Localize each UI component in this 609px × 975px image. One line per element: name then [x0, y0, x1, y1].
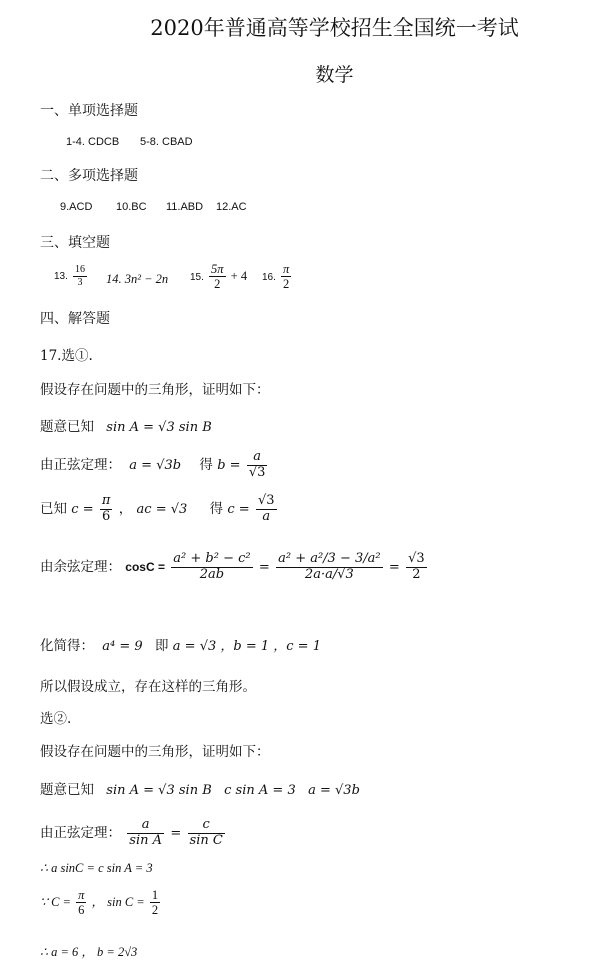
answer-fill-13: 13. $\frac{16}{3}$: [54, 264, 86, 288]
answer-single-1-4: 1-4. CDCB: [66, 136, 120, 148]
q17-cosine-law: 由余弦定理： cosC = $\frac{\text{a² + b² − c²}}{2ab}$ = $\frac{\text{a² + a²/3 − 3/a²}}{2a\cdot a/√3}$ = $\frac{√3}{2}$: [40, 551, 425, 582]
answer-fill-15: 15. $\frac{5\pi}{2}$ + 4: [190, 262, 248, 292]
answer-multi-9: 9.ACD: [60, 201, 93, 213]
answer-multi-10: 10.BC: [116, 201, 147, 213]
page-title: 2020年普通高等学校招生全国统一考试: [150, 16, 519, 40]
q17-assume-1: 假设存在问题中的三角形，证明如下：: [40, 382, 270, 398]
q17-therefore-2: ∴ a = 6 ， b = 2√3: [40, 945, 138, 959]
q17-therefore-1: ∴ a sinC = c sin A = 3: [40, 861, 153, 875]
section-heading-multi-choice: 二、多项选择题: [40, 168, 138, 184]
q17-known-3: 题意已知 sin A = √3 sin B c sin A = 3 a = √3b: [40, 782, 360, 798]
answer-single-5-8: 5-8. CBAD: [140, 136, 193, 148]
q17-because: ∵ C = $\frac{\pi}{6}$ ， sin C = $\frac{1}{2}$: [40, 888, 159, 918]
q17-option-1: 17.选①.: [40, 348, 93, 364]
answer-multi-12: 12.AC: [216, 201, 247, 213]
answer-fill-16: 16. $\frac{\pi}{2}$: [262, 262, 290, 292]
q17-conclusion: 所以假设成立，存在这样的三角形。: [40, 679, 256, 695]
section-heading-solutions: 四、解答题: [40, 311, 110, 327]
section-heading-single-choice: 一、单项选择题: [40, 103, 138, 119]
page-subtitle: 数学: [315, 64, 354, 86]
q17-known-2: 已知 c = $\frac{\pi}{6}$ ， ac = √3 得 c = $\frac{√3}{a}$: [40, 493, 275, 524]
q17-sine-law-2: 由正弦定理： $\frac{a}{\text{sin A}}$ = $\frac{c}{\text{sin C}}$: [40, 817, 223, 848]
answer-multi-11: 11.ABD: [166, 201, 204, 213]
q17-option-2: 选②.: [40, 711, 72, 727]
section-heading-fill-blank: 三、填空题: [40, 235, 110, 251]
answer-fill-14: 14. 3n² − 2n: [106, 272, 169, 286]
q17-assume-2: 假设存在问题中的三角形，证明如下：: [40, 744, 270, 760]
q17-simplify: 化简得： a⁴ = 9 即 a = √3 ，b = 1 ，c = 1: [40, 638, 321, 654]
q17-known-1: 题意已知 sin A = √3 sin B: [40, 419, 212, 435]
q17-sine-law-1: 由正弦定理： a = √3b 得 b = $\frac{a}{√3}$: [40, 449, 266, 480]
